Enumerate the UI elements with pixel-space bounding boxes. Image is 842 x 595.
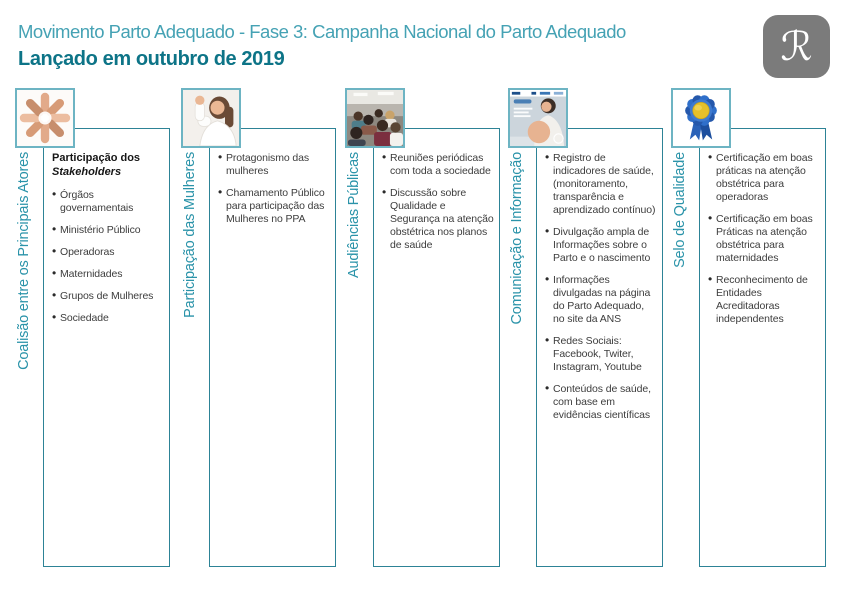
column-mulheres [180,88,337,573]
list-item: • Ministério Público [52,224,164,237]
heading-line2: Stakeholders [52,165,122,178]
column-panel [373,128,500,567]
column-comunicacao [507,88,664,573]
list-item: • Redes Sociais: Facebook, Twiter, Instagram, Youtube [545,335,657,374]
bullet-list [382,152,494,252]
list-item: • Informações divulgadas na página do Parto Adequado, no site da ANS [545,274,657,326]
list-item: • Reconhecimento de Entidades Acreditadoras independentes [708,274,820,326]
pregnant-woman-website-photo [508,88,568,148]
logo [763,15,830,78]
list-item: • Protagonismo das mulheres [218,152,330,178]
column-panel [699,128,826,567]
bullet-list [52,189,164,325]
list-item: • Certificação em boas práticas na atenção obstétrica para operadoras [708,152,820,204]
list-item: • Registro de indicadores de saúde, (monitoramento, transparência e aprendizado contínuo) [545,152,657,217]
column-label-selo: Selo de Qualidade [672,152,688,268]
public-audience-photo [345,88,405,148]
heading-line1: Participação dos [52,152,141,164]
bullet-list [545,152,657,422]
list-item: • Conteúdos de saúde, com base em evidências científicas [545,383,657,422]
list-item: • Maternidades [52,268,164,281]
woman-flexing-photo [181,88,241,148]
column-label-coalisao: Coalisão entre os Principais Atores [16,152,32,370]
page-subtitle: Lançado em outubro de 2019 [18,48,285,70]
page-title: Movimento Parto Adequado - Fase 3: Campanha Nacional do Parto Adequado [18,21,626,42]
list-item: • Certificação em boas Práticas na atenção obstétrica para maternidades [708,213,820,265]
quality-seal-ribbon [671,88,731,148]
list-item: • Operadoras [52,246,164,259]
column-label-audiencias: Audiências Públicas [346,152,362,278]
column-panel [209,128,336,567]
list-item: • Órgãos governamentais [52,189,164,215]
column-audiencias [344,88,501,573]
column-label-comunicacao: Comunicação e Informação [509,152,525,325]
list-item: • Sociedade [52,312,164,325]
script-r-logo-icon: ℛ [780,23,813,70]
bullet-list [218,152,330,226]
column-label-mulheres: Participação das Mulheres [182,152,198,318]
list-item: • Chamamento Público para participação das Mulheres no PPA [218,187,330,226]
column-panel [536,128,663,567]
list-item: • Reuniões periódicas com toda a sociedade [382,152,494,178]
bullet-list [708,152,820,326]
column-panel [43,128,170,567]
column-coalisao [14,88,171,573]
list-item: • Divulgação ampla de Informações sobre o Parto e o nascimento [545,226,657,265]
list-item: • Discussão sobre Qualidade e Segurança na atenção obstétrica nos planos de saúde [382,187,494,252]
stakeholders-heading [52,152,164,179]
column-selo [670,88,827,573]
hands-unity-photo [15,88,75,148]
list-item: • Grupos de Mulheres [52,290,164,303]
